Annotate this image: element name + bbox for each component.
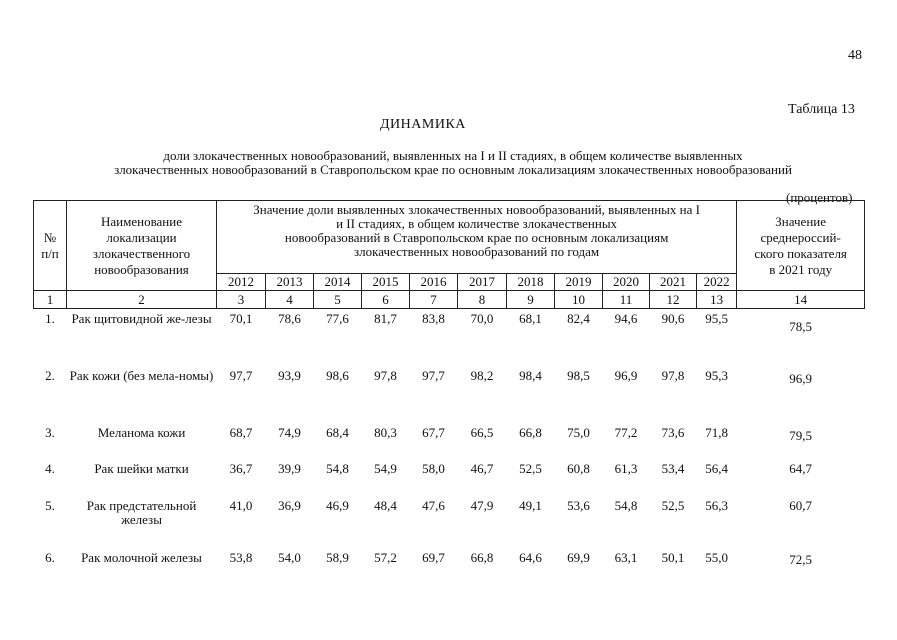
value-cell: 80,3 bbox=[374, 424, 397, 440]
value-cell: 54,8 bbox=[614, 497, 638, 513]
value-cell: 68,1 bbox=[519, 311, 542, 326]
value-cell: 94,6 bbox=[614, 311, 638, 326]
subtitle-line: доли злокачественных новообразований, выявленных на I и II стадиях, в общем количестве выявленных bbox=[163, 148, 743, 163]
localization-name: Рак молочной железы bbox=[81, 549, 202, 565]
value-cell: 56,3 bbox=[705, 497, 728, 513]
value-cell: 90,6 bbox=[661, 311, 685, 326]
value-cell: 93,9 bbox=[278, 367, 301, 383]
value-cell: 97,8 bbox=[374, 367, 397, 383]
value-cell: 77,2 bbox=[614, 424, 638, 440]
year-header: 2021 bbox=[650, 274, 697, 291]
value-cell: 95,5 bbox=[705, 311, 728, 326]
header-text: Значение доли выявленных злокачественных новообразований, выявленных на I bbox=[253, 202, 700, 217]
page-number: 48 bbox=[848, 48, 862, 63]
localization-name: Рак кожи (без мела-номы) bbox=[69, 367, 214, 383]
header-text: Наименование bbox=[101, 213, 182, 229]
value-cell: 52,5 bbox=[661, 497, 685, 513]
reference-value: 79,5 bbox=[789, 427, 813, 443]
value-cell: 95,3 bbox=[705, 367, 728, 383]
header-yearly-values bbox=[217, 201, 737, 274]
value-cell: 36,9 bbox=[278, 497, 301, 513]
table-row bbox=[34, 548, 865, 578]
header-text: в 2021 году bbox=[769, 261, 833, 277]
year-header: 2016 bbox=[410, 274, 458, 291]
value-cell: 98,5 bbox=[567, 367, 590, 383]
value-cell: 96,9 bbox=[614, 367, 638, 383]
column-number: 14 bbox=[737, 291, 865, 309]
column-number: 2 bbox=[67, 291, 217, 309]
value-cell: 97,7 bbox=[229, 367, 253, 383]
table-row bbox=[34, 496, 865, 548]
column-number: 6 bbox=[362, 291, 410, 309]
localization-name: Рак предстательной железы bbox=[86, 497, 197, 527]
value-cell: 70,1 bbox=[229, 311, 253, 326]
header-text: злокачественного bbox=[92, 245, 191, 261]
value-cell: 54,9 bbox=[374, 460, 397, 476]
value-cell: 57,2 bbox=[374, 549, 397, 565]
units-label: (процентов) bbox=[786, 190, 853, 205]
column-number: 13 bbox=[697, 291, 737, 309]
value-cell: 53,4 bbox=[661, 460, 685, 476]
reference-value: 96,9 bbox=[789, 370, 813, 386]
year-header: 2015 bbox=[362, 274, 410, 291]
value-cell: 49,1 bbox=[519, 497, 542, 513]
value-cell: 67,7 bbox=[422, 424, 445, 440]
header-localization bbox=[67, 201, 217, 291]
value-cell: 46,9 bbox=[326, 497, 349, 513]
column-number: 8 bbox=[458, 291, 507, 309]
header-text: новообразования bbox=[94, 261, 189, 277]
value-cell: 53,8 bbox=[229, 549, 253, 565]
column-number: 7 bbox=[410, 291, 458, 309]
table-row bbox=[34, 423, 865, 459]
value-cell: 61,3 bbox=[614, 460, 638, 476]
year-header: 2014 bbox=[314, 274, 362, 291]
column-number: 9 bbox=[507, 291, 555, 309]
header-text: новообразований в Ставропольском крае по основным локализациям bbox=[284, 230, 669, 245]
year-header: 2018 bbox=[507, 274, 555, 291]
value-cell: 39,9 bbox=[278, 460, 301, 476]
value-cell: 97,8 bbox=[661, 367, 685, 383]
value-cell: 69,9 bbox=[567, 549, 590, 565]
value-cell: 60,8 bbox=[567, 460, 590, 476]
value-cell: 68,7 bbox=[229, 424, 253, 440]
value-cell: 55,0 bbox=[705, 549, 728, 565]
value-cell: 56,4 bbox=[705, 460, 728, 476]
value-cell: 98,4 bbox=[519, 367, 542, 383]
value-cell: 69,7 bbox=[422, 549, 445, 565]
subtitle-line: злокачественных новообразований в Ставропольском крае по основным локализациям злокачественных новообразований bbox=[114, 162, 792, 177]
localization-name: Рак щитовидной же-лезы bbox=[71, 311, 212, 326]
value-cell: 36,7 bbox=[229, 460, 253, 476]
value-cell: 58,9 bbox=[326, 549, 349, 565]
page-subtitle bbox=[30, 149, 876, 177]
header-row-number bbox=[34, 201, 67, 291]
value-cell: 54,0 bbox=[278, 549, 301, 565]
table-row bbox=[34, 459, 865, 496]
value-cell: 58,0 bbox=[422, 460, 445, 476]
row-number: 6. bbox=[45, 549, 55, 565]
year-header: 2017 bbox=[458, 274, 507, 291]
header-text: Значение bbox=[775, 213, 827, 229]
value-cell: 66,5 bbox=[470, 424, 494, 440]
value-cell: 41,0 bbox=[229, 497, 253, 513]
value-cell: 83,8 bbox=[422, 311, 445, 326]
year-header: 2012 bbox=[217, 274, 266, 291]
value-cell: 82,4 bbox=[567, 311, 590, 326]
header-text: злокачественных новообразований по годам bbox=[354, 244, 600, 259]
value-cell: 68,4 bbox=[326, 424, 349, 440]
header-text: и II стадиях, в общем количестве злокачественных bbox=[336, 216, 618, 231]
value-cell: 52,5 bbox=[519, 460, 542, 476]
value-cell: 75,0 bbox=[567, 424, 590, 440]
column-number: 11 bbox=[603, 291, 650, 309]
table-label: Таблица 13 bbox=[788, 102, 855, 117]
reference-value: 72,5 bbox=[789, 551, 813, 567]
value-cell: 48,4 bbox=[374, 497, 397, 513]
localization-name: Меланома кожи bbox=[97, 424, 186, 440]
table-row bbox=[34, 309, 865, 366]
row-number: 4. bbox=[45, 460, 55, 476]
header-text: № bbox=[43, 229, 57, 245]
year-header: 2013 bbox=[266, 274, 314, 291]
header-russia-average bbox=[737, 201, 865, 291]
value-cell: 66,8 bbox=[519, 424, 542, 440]
value-cell: 46,7 bbox=[470, 460, 494, 476]
column-number: 1 bbox=[34, 291, 67, 309]
value-cell: 53,6 bbox=[567, 497, 590, 513]
column-number: 10 bbox=[555, 291, 603, 309]
value-cell: 98,6 bbox=[326, 367, 349, 383]
reference-value: 64,7 bbox=[789, 460, 813, 476]
reference-value: 78,5 bbox=[789, 319, 813, 334]
header-text: п/п bbox=[41, 245, 59, 261]
reference-value: 60,7 bbox=[789, 497, 813, 513]
value-cell: 63,1 bbox=[614, 549, 638, 565]
value-cell: 54,8 bbox=[326, 460, 349, 476]
row-number: 5. bbox=[45, 497, 55, 513]
row-number: 3. bbox=[45, 424, 55, 440]
column-number: 5 bbox=[314, 291, 362, 309]
column-number: 12 bbox=[650, 291, 697, 309]
column-number: 3 bbox=[217, 291, 266, 309]
value-cell: 98,2 bbox=[470, 367, 494, 383]
value-cell: 70,0 bbox=[470, 311, 494, 326]
page-title: ДИНАМИКА bbox=[380, 117, 466, 132]
value-cell: 78,6 bbox=[278, 311, 301, 326]
value-cell: 97,7 bbox=[422, 367, 445, 383]
value-cell: 73,6 bbox=[661, 424, 685, 440]
header-text: ского показателя bbox=[754, 245, 847, 261]
header-text: среднероссий- bbox=[760, 229, 841, 245]
value-cell: 77,6 bbox=[326, 311, 349, 326]
value-cell: 64,6 bbox=[519, 549, 542, 565]
column-number: 4 bbox=[266, 291, 314, 309]
year-header: 2019 bbox=[555, 274, 603, 291]
row-number: 2. bbox=[45, 367, 55, 383]
localization-name: Рак шейки матки bbox=[94, 460, 189, 476]
year-header: 2022 bbox=[697, 274, 737, 291]
value-cell: 74,9 bbox=[278, 424, 301, 440]
value-cell: 71,8 bbox=[705, 424, 728, 440]
year-header: 2020 bbox=[603, 274, 650, 291]
data-table bbox=[33, 200, 865, 578]
value-cell: 47,9 bbox=[470, 497, 494, 513]
header-text: локализации bbox=[106, 229, 177, 245]
value-cell: 47,6 bbox=[422, 497, 445, 513]
value-cell: 81,7 bbox=[374, 311, 397, 326]
value-cell: 50,1 bbox=[661, 549, 685, 565]
row-number: 1. bbox=[45, 311, 55, 326]
table-row bbox=[34, 366, 865, 423]
value-cell: 66,8 bbox=[470, 549, 494, 565]
